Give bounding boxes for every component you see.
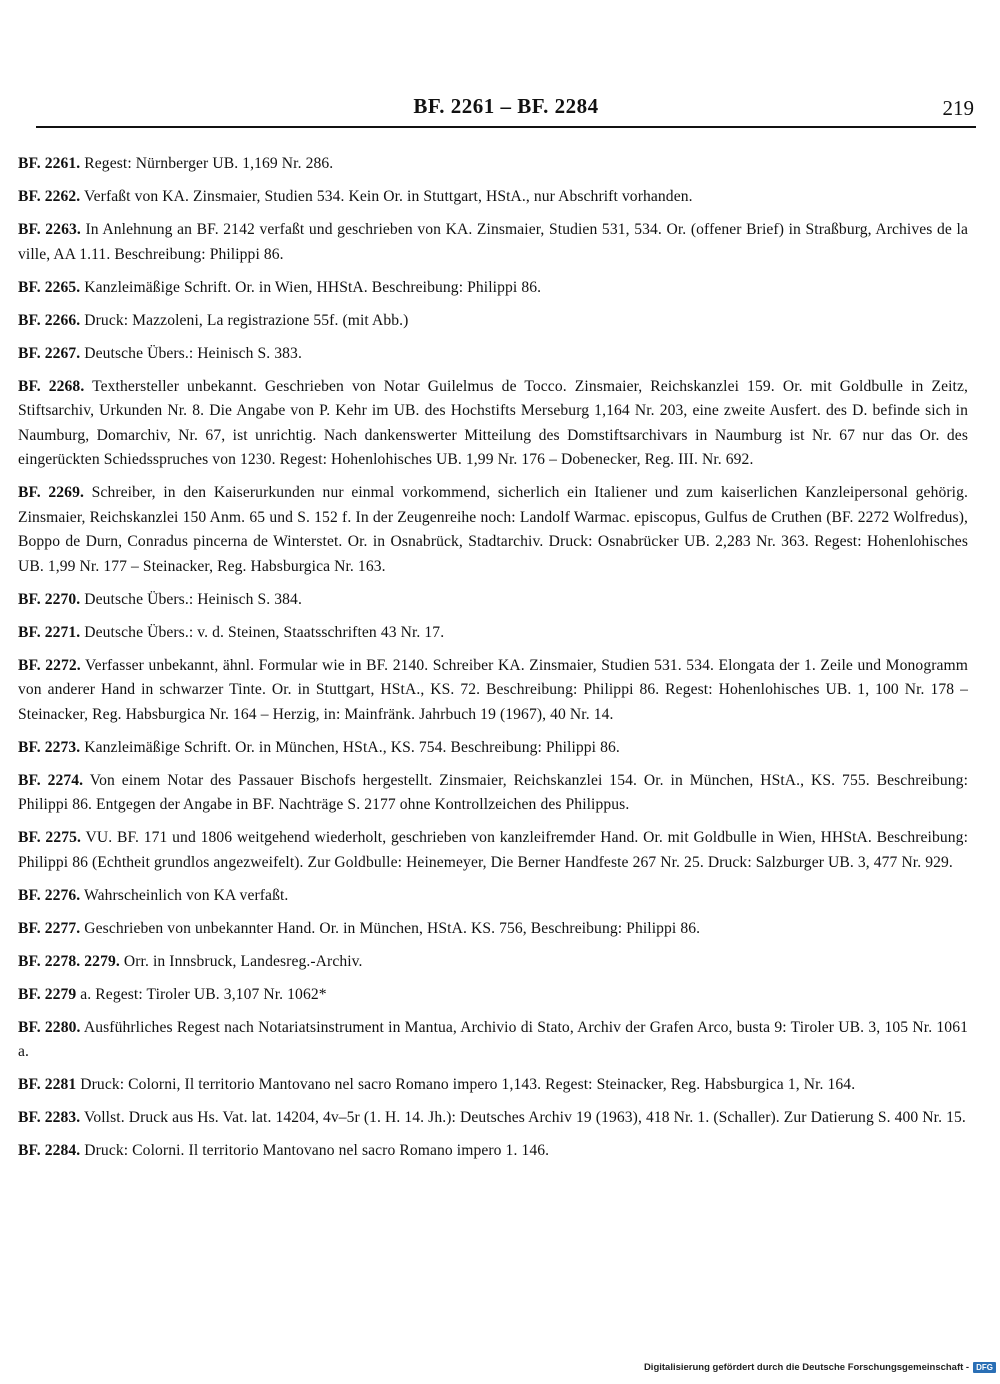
entry-id: BF. 2272. bbox=[18, 656, 81, 674]
entry-id: BF. 2266. bbox=[18, 311, 81, 329]
entry-text: Regest: Nürnberger UB. 1,169 Nr. 286. bbox=[80, 155, 334, 172]
entry-text: Kanzleimäßige Schrift. Or. in München, HStA., KS. 754. Beschreibung: Philippi 86. bbox=[80, 738, 620, 756]
entry-id: BF. 2273. bbox=[18, 738, 81, 756]
entry-text: Vollst. Druck aus Hs. Vat. lat. 14204, 4v–5r (1. H. 14. Jh.): Deutsches Archiv 19 (1963), 418 Nr. 1. (Schaller). Zur Datierung S. 400 Nr. 15. bbox=[80, 1109, 966, 1126]
entry-text: Kanzleimäßige Schrift. Or. in Wien, HHStA. Beschreibung: Philippi 86. bbox=[80, 278, 542, 296]
entry bbox=[18, 588, 968, 613]
entry bbox=[18, 826, 968, 875]
entry bbox=[18, 983, 968, 1008]
entry-id: BF. 2284. bbox=[18, 1142, 81, 1159]
entry bbox=[18, 1016, 968, 1065]
entry bbox=[18, 309, 968, 334]
entry-text: Wahrscheinlich von KA verfaßt. bbox=[80, 886, 289, 904]
entry-id: BF. 2277. bbox=[18, 919, 81, 937]
entry bbox=[18, 950, 968, 975]
entry-text: Orr. in Innsbruck, Landesreg.-Archiv. bbox=[119, 952, 363, 970]
entry-id: BF. 2279 bbox=[18, 985, 77, 1003]
entry-id: BF. 2278. 2279. bbox=[18, 952, 120, 970]
entry bbox=[18, 185, 968, 210]
entry-text: VU. BF. 171 und 1806 weitgehend wiederholt, geschrieben von kanzleifremder Hand. Or. mit Goldbulle in Wien, HHStA. Beschreibung: Philippi 86 (Echtheit grundlos angezweifelt). Zur Goldbulle: Heinemeyer, Die Berner Handfeste 267 Nr. 25. Druck: Salzburger UB. 3, 477 Nr. 929. bbox=[18, 829, 968, 871]
funding-footer bbox=[644, 1362, 996, 1373]
running-title: BF. 2261 – BF. 2284 bbox=[413, 94, 599, 118]
entry-text: Deutsche Übers.: Heinisch S. 383. bbox=[80, 344, 302, 362]
entry-id: BF. 2275. bbox=[18, 829, 82, 846]
entry-id: BF. 2283. bbox=[18, 1109, 81, 1126]
entry bbox=[18, 621, 968, 646]
entry bbox=[18, 736, 968, 761]
entry-id: BF. 2274. bbox=[18, 771, 84, 789]
entry bbox=[18, 917, 968, 942]
entry-text: Verfaßt von KA. Zinsmaier, Studien 534. Kein Or. in Stuttgart, HStA., nur Abschrift vorhanden. bbox=[80, 188, 693, 205]
entry bbox=[18, 654, 968, 728]
entry-text: Texthersteller unbekannt. Geschrieben von Notar Guilelmus de Tocco. Zinsmaier, Reichskanzlei 159. Or. mit Goldbulle in Zeitz, Stiftsarchiv, Urkunden Nr. 8. Die Angabe von P. Kehr im UB. des Hochstifts Merseburg 1,164 Nr. 203, eine zweite Ausfert. des D. befinde sich in Naumburg, Domarchiv, Nr. 67, ist unrichtig. Nach dankenswerter Mitteilung des Domstiftsarchivars in Naumburg ist Nr. 67 nur das Or. des eingerückten Schiedsspruches von 1230. Regest: Hohenlohisches UB. 1,99 Nr. 176 – Dobenecker, Reg. III. Nr. 692. bbox=[18, 377, 969, 468]
entry-id: BF. 2269. bbox=[18, 484, 84, 501]
entry-text: Druck: Colorni, Il territorio Mantovano nel sacro Romano impero 1,143. Regest: Steinacker, Reg. Habsburgica 1, Nr. 164. bbox=[76, 1076, 856, 1093]
entry-id: BF. 2267. bbox=[18, 344, 81, 362]
entry bbox=[18, 342, 968, 367]
dfg-logo: DFG bbox=[973, 1362, 996, 1373]
entry-text: Deutsche Übers.: v. d. Steinen, Staatsschriften 43 Nr. 17. bbox=[80, 623, 445, 641]
entry bbox=[18, 1073, 968, 1098]
entry-text: Geschrieben von unbekannter Hand. Or. in München, HStA. KS. 756, Beschreibung: Philippi 86. bbox=[80, 919, 701, 937]
entry-text: a. Regest: Tiroler UB. 3,107 Nr. 1062* bbox=[76, 985, 327, 1003]
page-number: 219 bbox=[942, 96, 974, 120]
entry bbox=[18, 218, 968, 267]
entry bbox=[18, 1106, 968, 1131]
entry-list bbox=[18, 152, 968, 1172]
entry bbox=[18, 769, 968, 818]
entry-id: BF. 2276. bbox=[18, 886, 81, 904]
entry-text: In Anlehnung an BF. 2142 verfaßt und geschrieben von KA. Zinsmaier, Studien 531, 534. Or. (offener Brief) in Straßburg, Archives de la ville, AA 1.11. Beschreibung: Philippi 86. bbox=[18, 221, 968, 263]
entry-text: Deutsche Übers.: Heinisch S. 384. bbox=[80, 590, 302, 608]
entry-id: BF. 2280. bbox=[18, 1018, 81, 1036]
entry-id: BF. 2262. bbox=[18, 188, 81, 205]
entry bbox=[18, 276, 968, 301]
entry-text: Von einem Notar des Passauer Bischofs hergestellt. Zinsmaier, Reichskanzlei 154. Or. in München, HStA., KS. 755. Beschreibung: Philippi 86. Entgegen der Angabe in BF. Nachträge S. 2177 ohne Kontrollzeichen des Philippus. bbox=[18, 771, 968, 813]
entry bbox=[18, 481, 968, 579]
footer-text: Digitalisierung gefördert durch die Deutsche Forschungsgemeinschaft - bbox=[643, 1362, 970, 1373]
entry-id: BF. 2268. bbox=[18, 377, 85, 395]
entry bbox=[18, 884, 968, 909]
entry-text: Druck: Colorni. Il territorio Mantovano nel sacro Romano impero 1. 146. bbox=[80, 1142, 550, 1159]
page-header bbox=[36, 92, 976, 128]
entry-id: BF. 2271. bbox=[18, 623, 81, 641]
entry-text: Schreiber, in den Kaiserurkunden nur einmal vorkommend, sicherlich ein Italiener und zum kaiserlichen Kanzleipersonal gehörig. Zinsmaier, Reichskanzlei 150 Anm. 65 und S. 152 f. In der Zeugenreihe noch: Landolf Warmac. episcopus, Gulfus de Cruthen (BF. 2272 Wolfredus), Boppo de Durn, Conradus pincerna de Winterstet. Or. in Osnabrück, Stadtarchiv. Druck: Osnabrücker UB. 2,283 Nr. 363. Regest: Hohenlohisches UB. 1,99 Nr. 177 – Steinacker, Reg. Habsburgica Nr. 163. bbox=[18, 484, 968, 575]
entry-id: BF. 2265. bbox=[18, 278, 81, 296]
entry bbox=[18, 1139, 968, 1164]
entry bbox=[18, 375, 968, 473]
entry-text: Verfasser unbekannt, ähnl. Formular wie in BF. 2140. Schreiber KA. Zinsmaier, Studien 531. 534. Elongata der 1. Zeile und Monogramm von anderer Hand in schwarzer Tinte. Or. in Stuttgart, HStA., KS. 72. Beschreibung: Philippi 86. Regest: Hohenlohisches UB. 1, 100 Nr. 178 – Steinacker, Reg. Habsburgica Nr. 164 – Herzig, in: Mainfränk. Jahrbuch 19 (1967), 40 Nr. 14. bbox=[18, 656, 968, 723]
entry-id: BF. 2281 bbox=[18, 1076, 77, 1093]
entry-id: BF. 2270. bbox=[18, 590, 81, 608]
entry-id: BF. 2263. bbox=[18, 221, 81, 238]
entry-text: Druck: Mazzoleni, La registrazione 55f. (mit Abb.) bbox=[80, 311, 409, 329]
entry-id: BF. 2261. bbox=[18, 155, 81, 172]
entry-text: Ausführliches Regest nach Notariatsinstrument in Mantua, Archivio di Stato, Archiv der Grafen Arco, busta 9: Tiroler UB. 3, 105 Nr. 1061 a. bbox=[18, 1018, 968, 1060]
entry bbox=[18, 152, 968, 177]
